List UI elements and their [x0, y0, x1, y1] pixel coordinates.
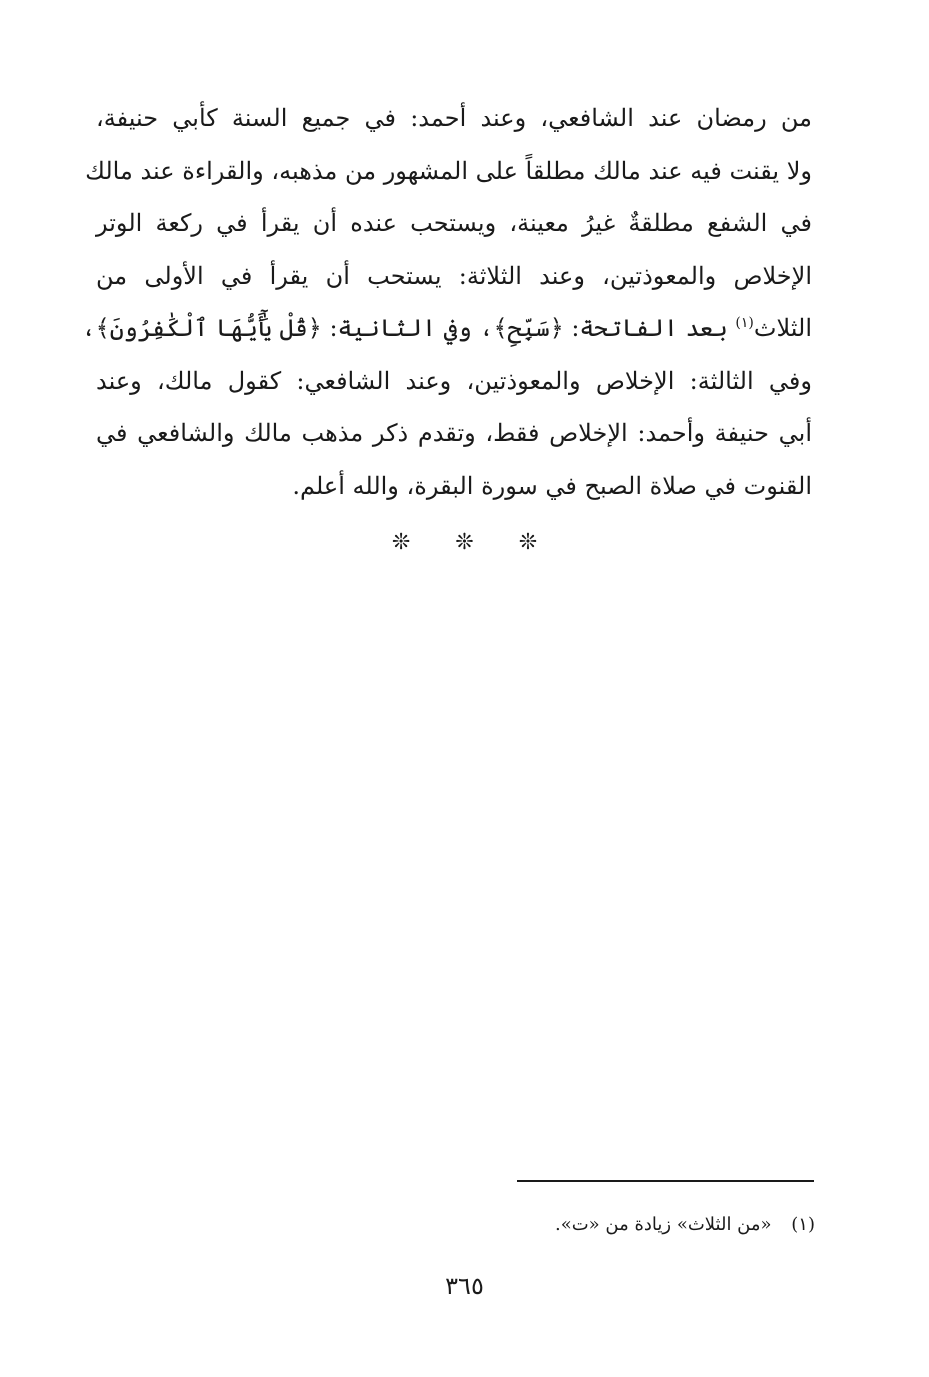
text-segment: بعد الفاتحة:: [563, 314, 736, 342]
text-segment: ، وفي الثانية:: [321, 314, 494, 342]
page-number: ٣٦٥: [445, 1272, 484, 1300]
quran-quote: ﴿سَبِّحِ﴾: [493, 314, 564, 342]
quran-quote: ﴿قُلْ يَٰٓأَيُّهَا ٱلْكَٰفِرُونَ﴾: [95, 314, 322, 342]
text-segment: الثلاث: [753, 314, 812, 342]
text-segment: ،: [81, 314, 96, 342]
footnote: [555, 1210, 815, 1240]
text-line-7: أبي حنيفة وأحمد: الإخلاص فقط، وتقدم ذكر مذهب مالك والشافعي في: [96, 419, 813, 447]
text-line-1: من رمضان عند الشافعي، وعند أحمد: في جميع السنة كأبي حنيفة،: [96, 104, 812, 132]
text-line-2: ولا يقنت فيه عند مالك مطلقاً على المشهور من مذهبه، والقراءة عند مالك: [85, 156, 812, 185]
section-divider: [0, 530, 929, 555]
asterism-icon: ❊: [455, 530, 474, 555]
text-line-8: القنوت في صلاة الصبح في سورة البقرة، والله أعلم.: [292, 471, 812, 500]
footnote-rule: [517, 1180, 814, 1182]
text-line-5: [81, 302, 812, 355]
text-line-3: في الشفع مطلقةٌ غيرُ معينة، ويستحب عنده أن يقرأ في ركعة الوتر: [96, 209, 812, 237]
footnote-number: (١): [791, 1214, 815, 1235]
main-text-block: [81, 92, 813, 512]
asterism-icon: ❊: [518, 530, 538, 555]
text-line-4: الإخلاص والمعوذتين، وعند الثلاثة: يستحب أن يقرأ في الأولى من: [96, 261, 812, 290]
footnote-reference: (١): [735, 315, 754, 331]
footnote-text: «من الثلاث» زيادة من «ت».: [555, 1214, 772, 1235]
text-line-6: وفي الثالثة: الإخلاص والمعوذتين، وعند الشافعي: كقول مالك، وعند: [96, 366, 812, 395]
asterism-icon: ❊: [391, 530, 411, 555]
